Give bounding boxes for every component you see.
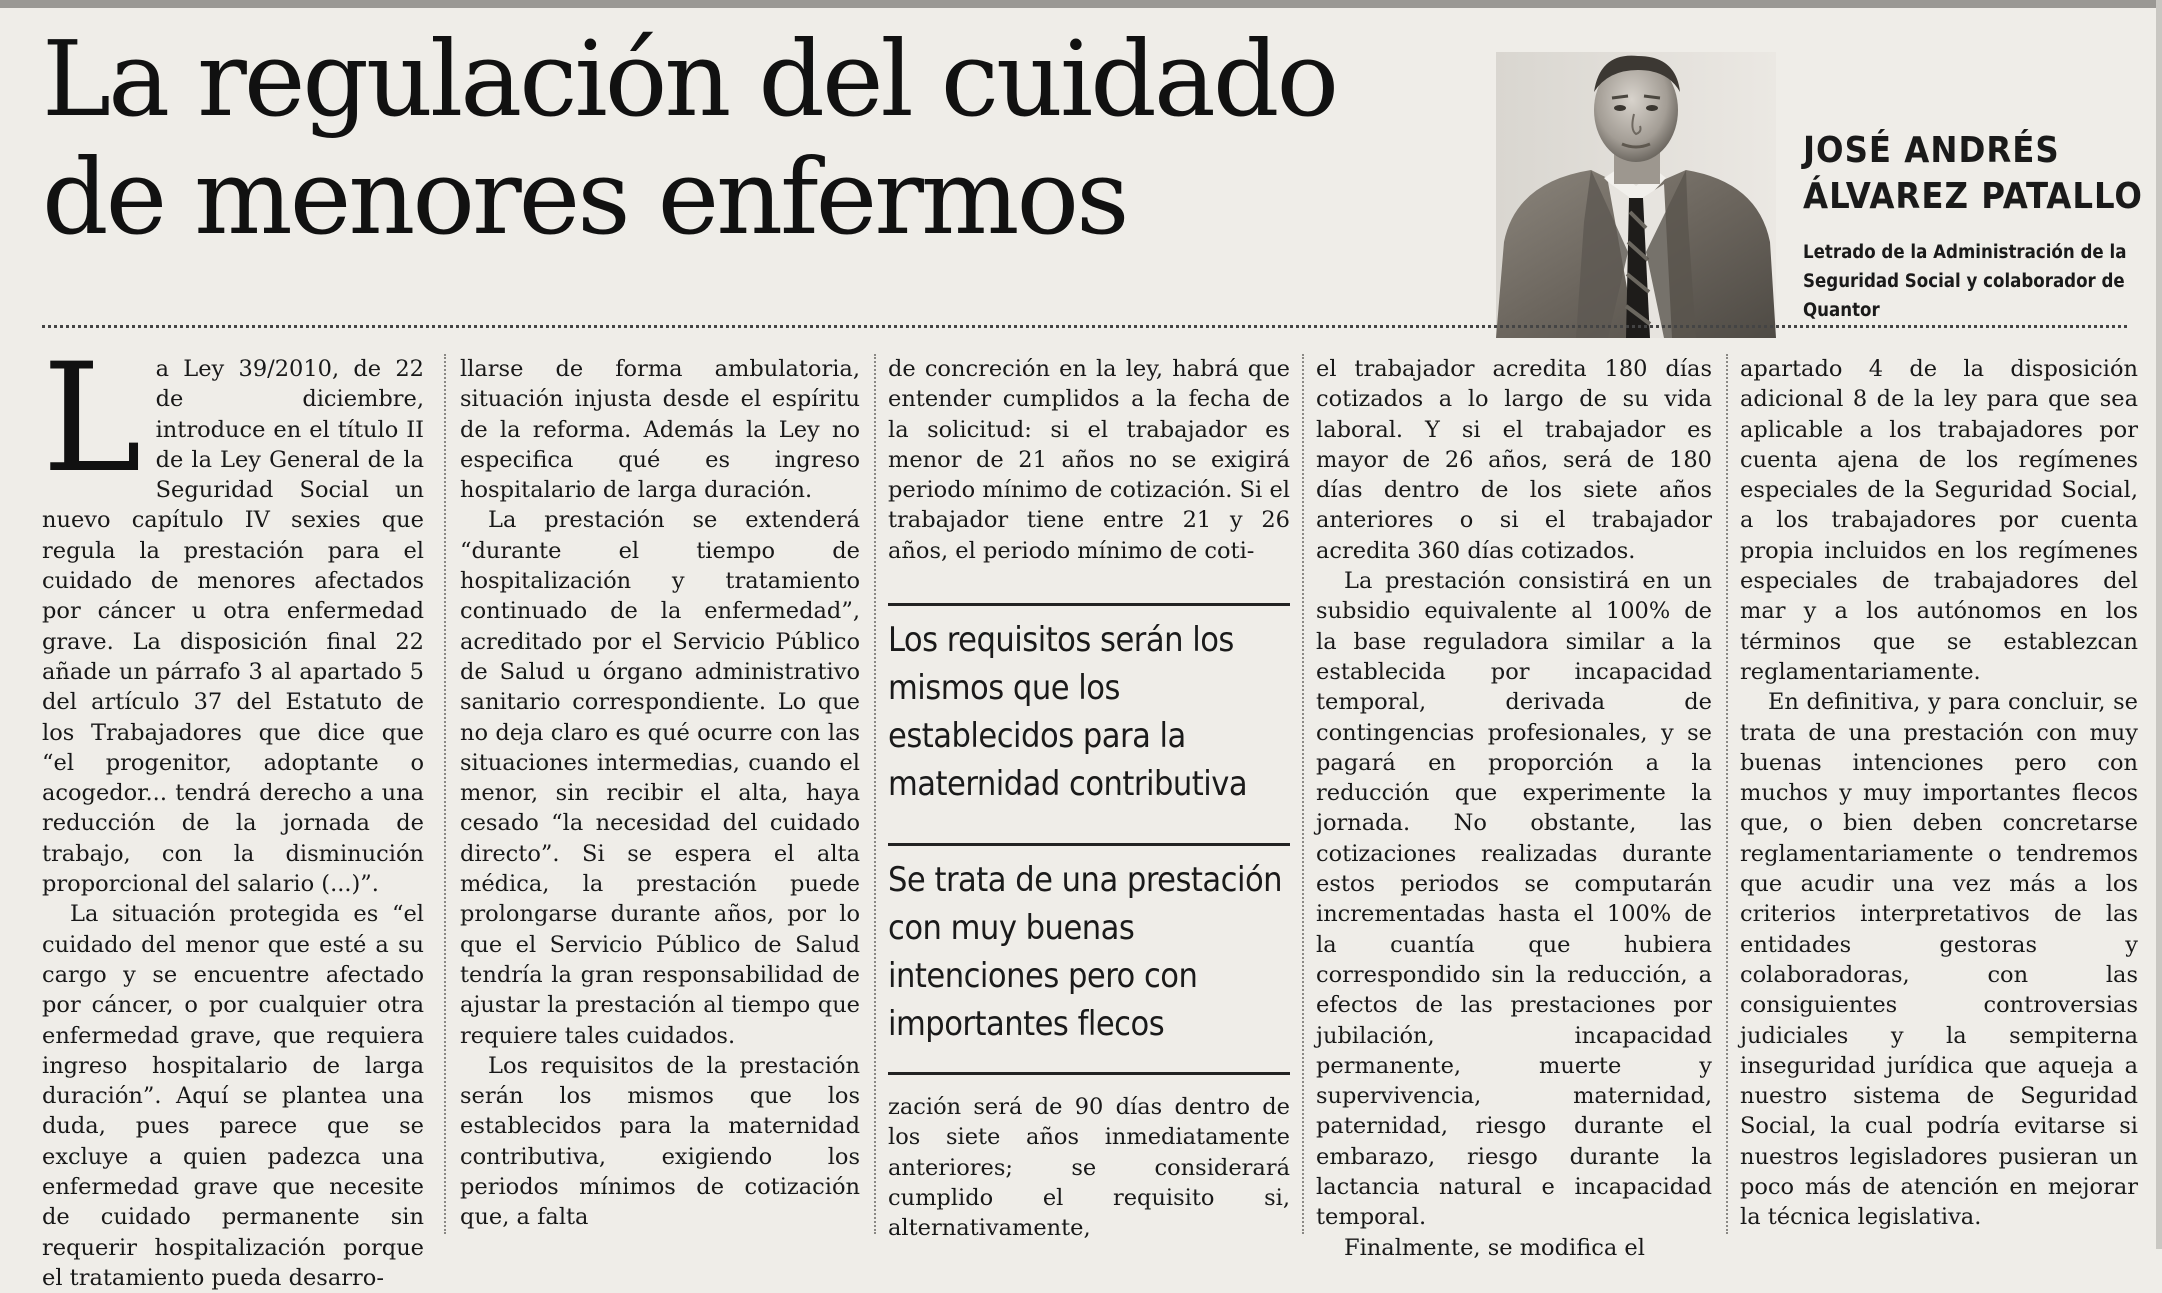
headline-line-1: La regulación del cuidado [42, 18, 1337, 140]
author-name-line-1: JOSÉ ANDRÉS [1803, 130, 2060, 171]
headline [42, 20, 1502, 256]
pull-quote-rule-middle [888, 843, 1290, 846]
column-4-paragraph-3: Finalmente, se modifica el [1344, 1234, 1645, 1261]
column-2-paragraph-2: La prestación se extenderá “durante el tiempo de hospitalización y tratamiento continuado de la enfermedad”, acreditado por el Servicio Público de Salud u órgano administrativo sanitario correspondiente. Lo que no deja claro es qué ocurre con las situaciones intermedias, cuando el menor, sin recibir el alta, haya cesado “la necesidad del cuidado directo”. Si se espera el alta médica, la prestación puede prolongarse durante años, por lo que el Servicio Público de Salud tendría la gran responsabilidad de ajustar la prestación al tiempo que requiere tales cuidados. [460, 507, 860, 1049]
article-column-3-bottom [888, 1092, 1290, 1242]
author-photo [1496, 52, 1776, 338]
header-dotted-divider [42, 325, 2127, 328]
author-role: Letrado de la Administración de la Seguridad Social y colaborador de Quantor [1803, 242, 2127, 321]
pull-quote-1: Los requisitos serán los mismos que los establecidos para la maternidad contributiva [888, 620, 1248, 804]
headline-line-2: de menores enfermos [42, 136, 1127, 258]
column-2-paragraph-3: Los requisitos de la prestación serán los mismos que los establecidos para la maternidad contributiva, exigiendo los periodos mínimos de cotización que, a falta [460, 1052, 860, 1231]
article-column-4 [1316, 354, 1712, 1261]
top-border [0, 0, 2162, 8]
drop-cap: L [42, 332, 142, 506]
pull-quote-rule-top [888, 603, 1290, 606]
column-2-paragraph-1: llarse de forma ambulatoria, situación injusta desde el espíritu de la reforma. Además la Ley no especifica qué es ingreso hospitalario de larga duración. [460, 356, 860, 504]
pull-quote-rule-bottom [888, 1072, 1290, 1075]
article-column-1 [42, 332, 424, 1291]
column-4-paragraph-1: el trabajador acredita 180 días cotizados a lo largo de su vida laboral. Y si el trabajador es mayor de 26 años, será de 180 días dentro de los siete años anteriores o si el trabajador acredita 360 días cotizados. [1316, 356, 1712, 564]
article-column-3-top [888, 354, 1290, 574]
column-1-paragraph-2: La situación protegida es “el cuidado del menor que esté a su cargo y se encuentre afectado por cáncer, o por cualquier otra enfermedad grave, que requiera ingreso hospitalario de larga duración”. Aquí se plantea una duda, pues parece que se excluye a quien padezca una enfermedad grave que necesite de cuidado permanente sin requerir hospitalización porque el tratamiento pueda desarro- [42, 901, 424, 1291]
author-name [1803, 128, 2143, 220]
column-divider-3 [1302, 354, 1304, 1234]
column-1-paragraph-1: a Ley 39/2010, de 22 de diciembre, introduce en el título II de la Ley General de la Seguridad Social un nuevo capítulo IV sexies que regula la prestación para el cuidado de menores afectados por cáncer u otra enfermedad grave. La disposición final 22 añade un párrafo 3 al apartado 5 del artículo 37 del Estatuto de los Trabajadores que dice que “el progenitor, adoptante o acogedor... tendrá derecho a una reducción de la jornada de trabajo, con la disminución proporcional del salario (...)”. [42, 356, 424, 898]
article-column-2 [460, 354, 860, 1234]
column-4-paragraph-2: La prestación consistirá en un subsidio equivalente al 100% de la base reguladora similar a la establecida por incapacidad temporal, derivada de contingencias profesionales, y se pagará en proporción a la reducción que experimente la jornada. No obstante, las cotizaciones realizadas durante estos periodos se computarán incrementadas hasta el 100% de la cuantía que hubiera correspondido sin la reducción, a efectos de las prestaciones por jubilación, incapacidad permanente, muerte y supervivencia, maternidad, paternidad, riesgo durante el embarazo, riesgo durante la lactancia natural e incapacidad temporal. [1316, 568, 1712, 1231]
column-3-paragraph-bottom: zación será de 90 días dentro de los siete años inmediatamente anteriores; se considerará cumplido el requisito si, alternativamente, [888, 1094, 1290, 1242]
column-divider-1 [444, 354, 446, 1234]
column-3-paragraph-top: de concreción en la ley, habrá que entender cumplidos a la fecha de la solicitud: si el trabajador es menor de 21 años no se exigirá periodo mínimo de cotización. Si el trabajador tiene entre 21 y 26 años, el periodo mínimo de coti- [888, 356, 1290, 564]
article-column-5 [1740, 354, 2138, 1234]
right-border [2156, 0, 2162, 1249]
author-name-line-2: ÁLVAREZ PATALLO [1803, 176, 2143, 217]
column-5-paragraph-2: En definitiva, y para concluir, se trata de una prestación con muy buenas intenciones pero con muchos y muy importantes flecos que, o bien deben concretarse reglamentariamente o tendremos que acudir una vez más a los criterios interpretativos de las entidades gestoras y colaboradoras, con las consiguientes controversias judiciales y la sempiterna inseguridad jurídica que aqueja a nuestro sistema de Seguridad Social, la cual podría evitarse si nuestros legisladores pusieran un poco más de atención en mejorar la técnica legislativa. [1740, 689, 2138, 1231]
column-divider-2 [874, 354, 876, 1234]
pull-quote-2: Se trata de una prestación con muy buenas intenciones pero con importantes flecos [888, 860, 1283, 1044]
column-divider-4 [1726, 354, 1728, 1234]
column-5-paragraph-1: apartado 4 de la disposición adicional 8 de la ley para que sea aplicable a los trabajadores por cuenta ajena de los regímenes especiales de la Seguridad Social, a los trabajadores por cuenta propia incluidos en los regímenes especiales de trabajadores del mar y a los autónomos en los términos que se establezcan reglamentariamente. [1740, 356, 2138, 685]
